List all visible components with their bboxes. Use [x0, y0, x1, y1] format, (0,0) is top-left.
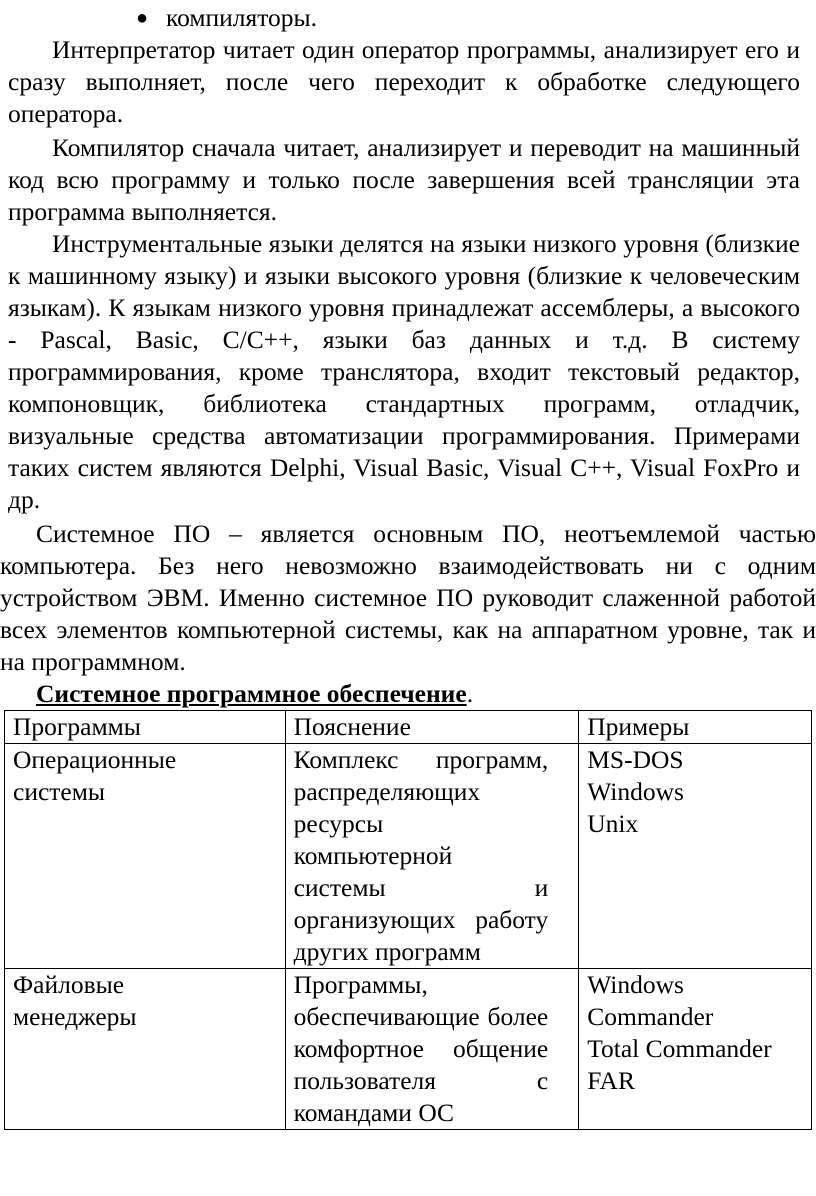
table-header-row	[5, 711, 812, 744]
header-examples: Примеры	[579, 711, 812, 744]
table-row	[5, 744, 812, 969]
cell-explanation: Комплекс программ, распределяющих ресурсы компьютерной системы и организующих работу других программ	[285, 744, 579, 969]
header-explanation: Пояснение	[285, 711, 579, 744]
example-item: Total Commander	[587, 1034, 772, 1063]
example-item: Unix	[587, 809, 639, 838]
table-row	[5, 969, 812, 1130]
paragraph-system-software: Системное ПО – является основным ПО, неотъемлемой частью компьютера. Без него невозможно взаимодействовать ни с одним устройством ЭВМ. Именно системное ПО руководит слаженной работой всех элементов компьютерной системы, как на аппаратном уровне, так и на программном.	[0, 519, 816, 676]
example-item: MS-DOS	[587, 745, 684, 774]
table-caption-text: Системное программное обеспечение	[36, 679, 467, 708]
cell-examples	[579, 744, 812, 969]
example-item: FAR	[587, 1066, 635, 1095]
paragraph-tool-languages: Инструментальные языки делятся на языки низкого уровня (близкие к машинному языку) и языки высокого уровня (близкие к человеческим языкам). К языкам низкого уровня принадлежат ассемблеры, а высокого - Pascal, Basic, C/C++, языки баз данных и т.д. В систему программирования, кроме транслятора, входит текстовый редактор, компоновщик, библиотека стандартных программ, отладчик, визуальные средства автоматизации программирования. Примерами таких систем являются Delphi, Visual Basic, Visual C++, Visual FoxPro и др.	[8, 229, 800, 514]
example-item: Windows Commander	[587, 970, 714, 1031]
table-caption-period: .	[466, 679, 474, 708]
paragraph-interpreter: Интерпретатор читает один оператор программы, анализирует его и сразу выполняет, после чего переходит к обработке следующего оператора.	[8, 35, 800, 128]
paragraph-compiler: Компилятор сначала читает, анализирует и переводит на машинный код всю программу и только после завершения всей трансляции эта программа выполняется.	[8, 133, 800, 226]
cell-program: Файловые менеджеры	[5, 969, 286, 1130]
example-item: Windows	[587, 777, 684, 806]
cell-program: Операционные системы	[5, 744, 286, 969]
cell-explanation: Программы, обеспечивающие более комфортное общение пользователя с командами ОС	[285, 969, 579, 1130]
cell-examples	[579, 969, 812, 1130]
system-software-table	[4, 710, 812, 1130]
table-caption	[36, 678, 796, 710]
bullet-text: компиляторы.	[166, 3, 318, 32]
header-programs: Программы	[5, 711, 286, 744]
bullet-icon: ●	[136, 7, 149, 29]
